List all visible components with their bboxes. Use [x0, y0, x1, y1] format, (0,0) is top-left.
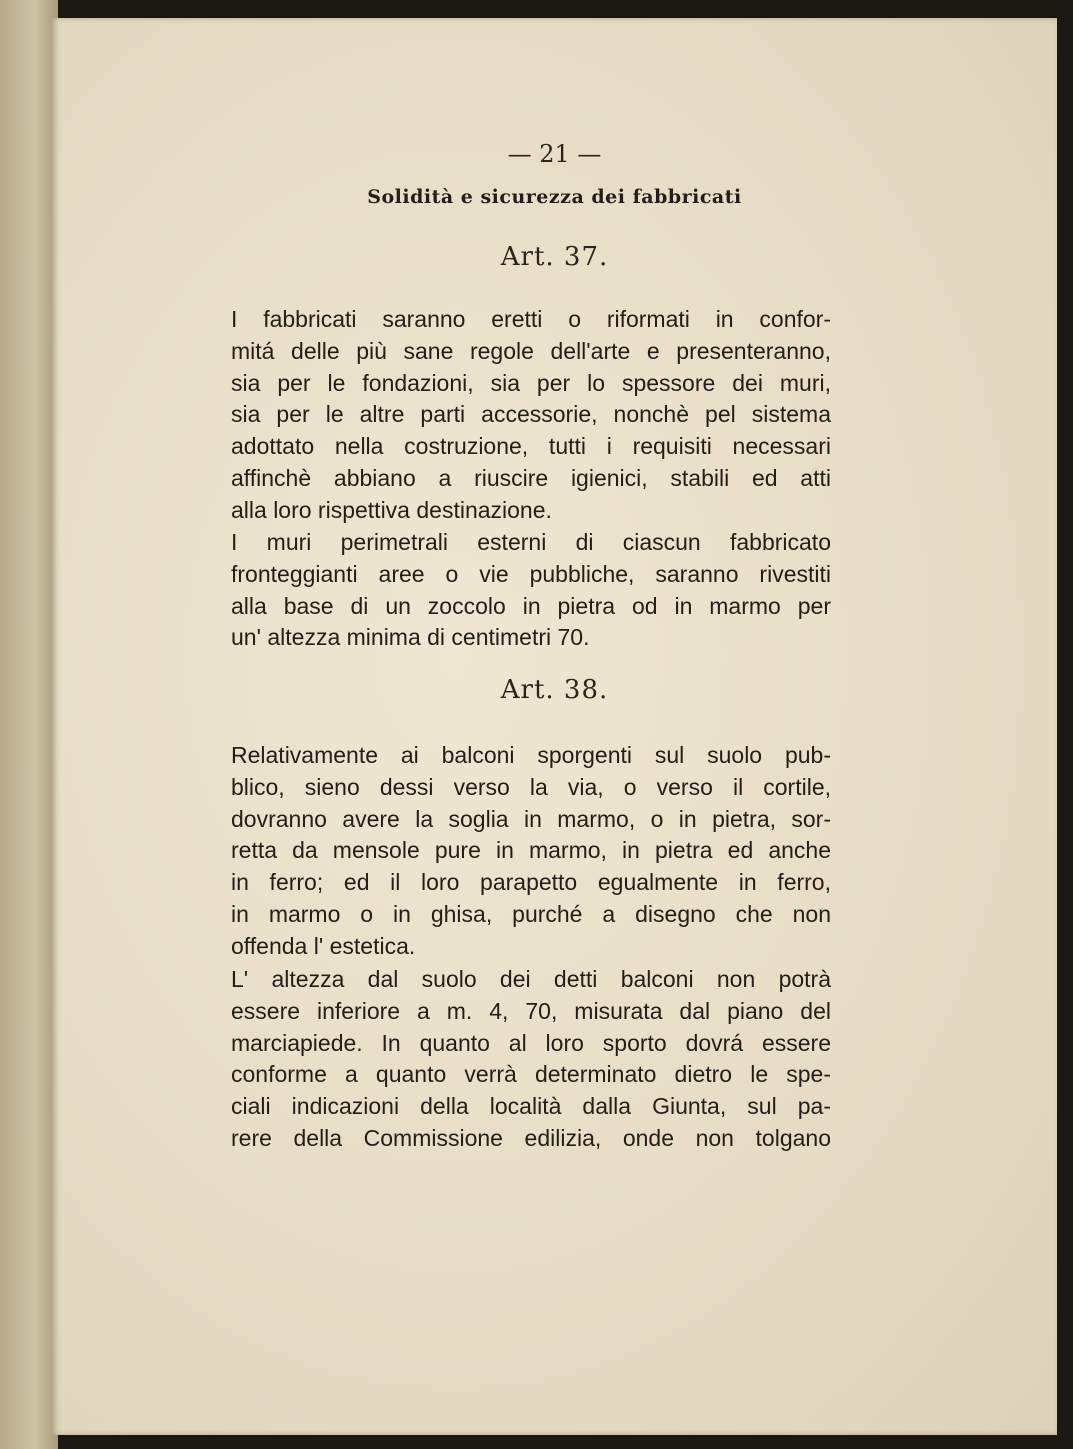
text-line: ciali indicazioni della località dalla Giunta, sul pa-	[231, 1093, 831, 1120]
text-line: rere della Commissione edilizia, onde non tolgano	[231, 1124, 831, 1151]
text-line: dovranno avere la soglia in marmo, o in pietra, sor-	[231, 805, 831, 832]
text-line: blico, sieno dessi verso la via, o verso il cortile,	[231, 773, 831, 800]
text-line: fronteggianti aree o vie pubbliche, saranno rivestiti	[231, 560, 831, 587]
article-37-paragraph-1	[231, 304, 831, 527]
article-38-paragraph-1	[231, 740, 831, 963]
text-line: sia per le altre parti accessorie, nonchè pel sistema	[231, 401, 831, 428]
text-line: alla loro rispettiva destinazione.	[231, 496, 552, 523]
text-line: sia per le fondazioni, sia per lo spessore dei muri,	[231, 369, 831, 396]
scan-left-margin	[0, 0, 58, 1449]
text-line: marciapiede. In quanto al loro sporto dovrá essere	[231, 1029, 831, 1056]
text-line: adottato nella costruzione, tutti i requisiti necessari	[231, 433, 831, 460]
text-line: alla base di un zoccolo in pietra od in marmo per	[231, 592, 831, 619]
text-line: L' altezza dal suolo dei detti balconi non potrà	[231, 966, 831, 992]
text-line: offenda l' estetica.	[231, 932, 416, 959]
article-38-title: Art. 38.	[500, 675, 609, 705]
text-line: affinchè abbiano a riuscire igienici, stabili ed atti	[231, 464, 831, 491]
page-number: — 21 —	[507, 140, 602, 168]
text-line: retta da mensole pure in marmo, in pietra ed anche	[231, 837, 831, 864]
text-line: un' altezza minima di centimetri 70.	[231, 624, 590, 651]
text-line: in ferro; ed il loro parapetto egualmente in ferro,	[231, 869, 831, 896]
article-37-title: Art. 37.	[500, 242, 609, 272]
article-37-paragraph-2	[231, 527, 831, 654]
section-heading: Solidità e sicurezza dei fabbricati	[367, 186, 742, 208]
text-line: essere inferiore a m. 4, 70, misurata dal piano del	[231, 997, 831, 1024]
text-line: conforme a quanto verrà determinato dietro le spe-	[231, 1061, 831, 1088]
text-line: I fabbricati saranno eretti o riformati in confor-	[231, 306, 831, 332]
text-line: Relativamente ai balconi sporgenti sul suolo pub-	[231, 742, 831, 768]
text-line: mitá delle più sane regole dell'arte e presenteranno,	[231, 337, 831, 364]
book-page	[52, 18, 1057, 1435]
article-38-paragraph-2	[231, 964, 831, 1155]
text-line: in marmo o in ghisa, purché a disegno che non	[231, 900, 831, 927]
text-line: I muri perimetrali esterni di ciascun fabbricato	[231, 529, 831, 555]
